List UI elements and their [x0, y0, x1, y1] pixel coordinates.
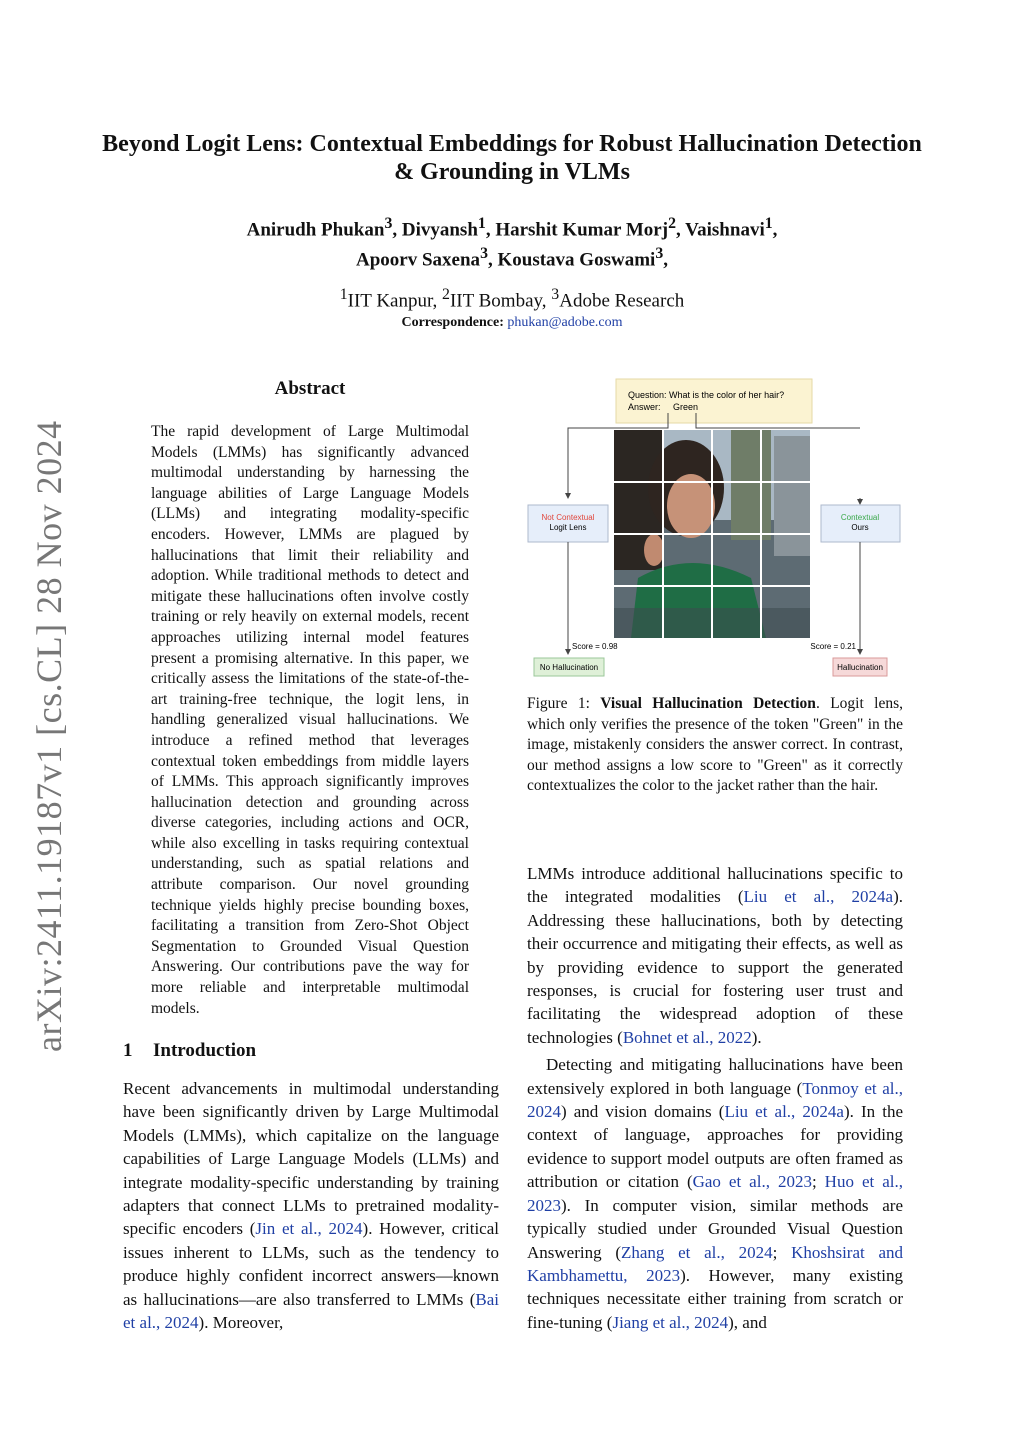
score-logit-lens: Score = 0.98: [572, 642, 618, 651]
right-column-body: [527, 862, 903, 1338]
paragraph-text: ). However, many existing techniques necessitate either training from scratch or fine-tuning (: [527, 1265, 903, 1332]
abstract-heading: Abstract: [274, 378, 346, 399]
score-ours: Score = 0.21: [810, 642, 856, 651]
paragraph-text: ;: [811, 1172, 825, 1192]
author-name: Vaishnavi: [685, 219, 765, 241]
citation-link[interactable]: Khoshsirat and Kambhamettu, 2023: [527, 1242, 903, 1285]
photo-image: [614, 430, 810, 638]
paragraph-text: ). In computer vision, similar methods are typically studied under Grounded Visual Question Answering (: [527, 1195, 903, 1262]
paragraph-text: ;: [772, 1242, 792, 1262]
question-text: Question: What is the color of her hair?: [628, 390, 785, 400]
answer-value: Green: [673, 402, 699, 412]
affiliation: Adobe Research: [559, 290, 685, 312]
correspondence-email-link[interactable]: phukan@adobe.com: [507, 315, 623, 330]
author-name: Harshit Kumar Morj: [495, 219, 669, 241]
figure-1-caption: [527, 694, 903, 797]
author-name: Koustava Goswami: [497, 249, 656, 271]
paragraph-text: ), and: [728, 1312, 767, 1332]
caption-title: Visual Hallucination Detection: [600, 695, 816, 712]
paragraph-text: LMMs introduce additional hallucinations specific to the integrated modalities (: [527, 864, 903, 907]
caption-text: . Logit lens, which only verifies the presence of the token "Green" in the image, mistakenly considers the answer correct. In contrast, our method assigns a low score to "Green" as it correctly contextualizes the color to the jacket rather than the hair.: [527, 695, 903, 795]
author-affil-mark: 3: [384, 215, 393, 232]
author-name: Apoorv Saxena: [356, 249, 481, 271]
author-affil-mark: 2: [668, 215, 676, 232]
affiliation: IIT Kanpur: [347, 290, 433, 312]
paragraph-text: ). In the context of language, approaches for providing evidence to support model outputs are often framed as attribution or citation (: [527, 1102, 903, 1192]
citation-link[interactable]: Huo et al., 2023: [527, 1172, 903, 1215]
figure-1: [526, 378, 906, 680]
ours-box-bottom: Ours: [851, 523, 869, 532]
affiliations: $^1$IIT Kanpur, $^2$IIT Bombay, $^3$Adobe Research: [339, 286, 685, 312]
citation-link[interactable]: Jin et al., 2024: [255, 1219, 363, 1239]
citation-link[interactable]: Jiang et al., 2024: [612, 1312, 729, 1332]
paragraph-text: Detecting and mitigating hallucinations have been extensively explored in both language (: [527, 1055, 903, 1098]
intro-paragraph-1: [123, 1077, 499, 1334]
section-number: 1: [123, 1040, 133, 1061]
citation-link[interactable]: Gao et al., 2023: [692, 1172, 812, 1192]
paragraph-text: ) and vision domains (: [561, 1102, 725, 1122]
hallucination-label: Hallucination: [837, 663, 883, 672]
intro-paragraph-2: [527, 862, 903, 1049]
affil-mark: 2: [442, 286, 450, 303]
paragraph-text: ). Addressing these hallucinations, both by detecting their occurrence and mitigating their effects, as well as by providing evidence to support the generated responses, is crucial for fostering user trust and facilitating the widespread adoption of these technologies (: [527, 887, 903, 1047]
affiliation: IIT Bombay: [449, 290, 542, 312]
author-affil-mark: 1: [764, 215, 773, 232]
affil-mark: 3: [551, 286, 560, 303]
citation-link[interactable]: Liu et al., 2024a: [724, 1102, 844, 1122]
affil-mark: 1: [339, 286, 348, 303]
citation-link[interactable]: Zhang et al., 2024: [620, 1242, 773, 1262]
no-hallucination-label: No Hallucination: [539, 663, 599, 672]
paragraph-text: Recent advancements in multimodal understanding have been significantly driven by Large Multimodal Models (LMMs), which capitalize on the language capabilities of Large Language Models (LLMs) and integrate modality-specific understanding by training adapters that connect LLMs to pretrained modality-specific encoders (: [123, 1079, 499, 1239]
paragraph-text: ). Moreover,: [198, 1313, 284, 1333]
paragraph-text: ).: [751, 1027, 762, 1047]
section-title: Introduction: [153, 1040, 257, 1061]
section-heading: [123, 1040, 256, 1062]
question-box: [616, 379, 812, 423]
author-affil-mark: 1: [477, 215, 486, 232]
logit-lens-box-bottom: Logit Lens: [549, 523, 587, 532]
correspondence-label: Correspondence:: [401, 315, 504, 330]
arxiv-identifier: arXiv:2411.19187v1 [cs.CL] 28 Nov 2024: [29, 420, 69, 1052]
author-list: Anirudh Phukan$^3$, Divyansh$^1$, Harshit Kumar Morj$^2$, Vaishnavi$^1$, Apoorv Saxena$^3$, Koustava Goswami$^3$,: [246, 215, 778, 271]
abstract-text: The rapid development of Large Multimodal Models (LMMs) has significantly advanced multimodal understanding by harnessing the language abilities of Large Language Models (LLMs) and integrating modality-specific encoders. However, LMMs are plagued by hallucinations that limit their reliability and adoption. While traditional methods to detect and mitigate these hallucinations often involve costly training or rely heavily on external models, recent approaches utilizing internal model features present a promising alternative. In this paper, we critically assess the limitations of the state-of-the-art training-free technique, the logit lens, in handling generalized visual hallucinations. We introduce a refined method that leverages contextual token embeddings from middle layers of LMMs. This approach significantly improves hallucination detection and grounding across diverse categories, including actions and OCR, while also excelling in tasks requiring contextual understanding, such as spatial relations and attribute comparison. Our novel grounding technique yields highly precise bounding boxes, facilitating a transition from Zero-Shot Object Segmentation to Grounded Visual Question Answering. Our contributions pave the way for more reliable and interpretable multimodal models.: [151, 423, 469, 1017]
citation-link[interactable]: Tonmoy et al., 2024: [527, 1078, 903, 1122]
logit-lens-box-top: Not Contextual: [541, 513, 595, 522]
author-name: Anirudh Phukan: [246, 219, 385, 241]
intro-paragraph-3: [527, 1053, 903, 1334]
answer-label: Answer:: [628, 402, 661, 412]
paper-title: Beyond Logit Lens: Contextual Embeddings for Robust Hallucination Detection & Grounding in VLMs: [102, 131, 922, 185]
author-affil-mark: 3: [655, 245, 664, 263]
author-name: Divyansh: [401, 219, 478, 241]
paragraph-text: ). However, critical issues inherent to LLMs, such as the tendency to produce highly confident incorrect answers—known as hallucinations—are also transferred to LMMs (: [123, 1219, 499, 1309]
ours-box-top: Contextual: [840, 513, 880, 522]
citation-link[interactable]: Bohnet et al., 2022: [622, 1027, 752, 1047]
author-affil-mark: 3: [480, 245, 488, 263]
citation-link[interactable]: Liu et al., 2024a: [743, 887, 894, 907]
caption-label: Figure 1:: [527, 695, 601, 712]
correspondence: [200, 315, 824, 331]
citation-link[interactable]: Bai et al., 2024: [123, 1289, 499, 1333]
